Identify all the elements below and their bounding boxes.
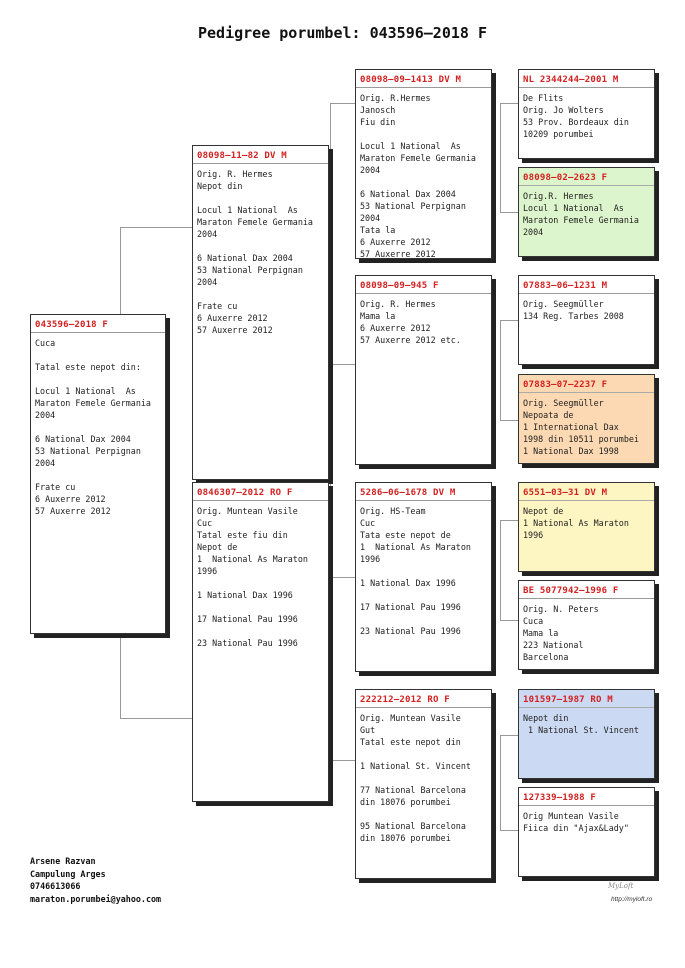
gen4-text: Orig. Seegmüller Nepoata de 1 International Dax 1998 din 10511 porumbei 1 National Dax 1998 bbox=[523, 398, 639, 456]
gen4-card[interactable] bbox=[518, 787, 655, 877]
gen4-id: 07883–06–1231 M bbox=[519, 276, 654, 294]
gen4-id: 127339–1988 F bbox=[519, 788, 654, 806]
gen4-text: Nepot din 1 National St. Vincent bbox=[523, 713, 639, 735]
gen3-text: Orig. HS-Team Cuc Tata este nepot de 1 National As Maraton 1996 1 National Dax 1996 17 National Pau 1996 23 National Pau 1996 bbox=[360, 506, 471, 636]
gen4-card[interactable] bbox=[518, 167, 655, 257]
gen4-id: 08098–02–2623 F bbox=[519, 168, 654, 186]
contact-city: Campulung Arges bbox=[30, 868, 106, 879]
gen3-card[interactable] bbox=[355, 275, 492, 465]
gen3-id: 222212–2012 RO F bbox=[356, 690, 491, 708]
gen4-text: Orig Muntean Vasile Fiica din "Ajax&Lady" bbox=[523, 811, 629, 833]
sire-card[interactable] bbox=[192, 145, 329, 480]
gen4-text: Orig. Seegmüller 134 Reg. Tarbes 2008 bbox=[523, 299, 624, 321]
gen3-id: 08098–09–1413 DV M bbox=[356, 70, 491, 88]
gen3-text: Orig. R. Hermes Mama la 6 Auxerre 2012 57 Auxerre 2012 etc. bbox=[360, 299, 461, 345]
gen3-text: Orig. Muntean Vasile Gut Tatal este nepot din 1 National St. Vincent 77 National Barcelona din 18076 porumbei 95 National Barcelona din 18076 porumbei bbox=[360, 713, 471, 843]
gen4-text: De Flits Orig. Jo Wolters 53 Prov. Bordeaux din 10209 porumbei bbox=[523, 93, 629, 139]
gen4-text: Orig. N. Peters Cuca Mama la 223 National Barcelona bbox=[523, 604, 599, 662]
gen3-card[interactable] bbox=[355, 689, 492, 879]
contact-email[interactable]: maraton.porumbei@yahoo.com bbox=[30, 893, 162, 904]
gen4-card[interactable] bbox=[518, 275, 655, 365]
dam-text: Orig. Muntean Vasile Cuc Tatal este fiu din Nepot de 1 National As Maraton 1996 1 National Dax 1996 17 National Pau 1996 23 National Pau 1996 bbox=[197, 506, 308, 648]
sire-id: 08098–11–82 DV M bbox=[193, 146, 328, 164]
myloft-logo: MyLoft bbox=[608, 882, 634, 890]
gen4-card[interactable] bbox=[518, 69, 655, 159]
gen3-id: 5286–06–1678 DV M bbox=[356, 483, 491, 501]
subject-text: Cuca Tatal este nepot din: Locul 1 National As Maraton Femele Germania 2004 6 National Dax 2004 53 National Perpignan 2004 Frate cu 6 Auxerre 2012 57 Auxerre 2012 bbox=[35, 338, 151, 516]
gen4-id: 07883–07–2237 F bbox=[519, 375, 654, 393]
gen3-id: 08098–09–945 F bbox=[356, 276, 491, 294]
dam-card[interactable] bbox=[192, 482, 329, 802]
gen3-card[interactable] bbox=[355, 69, 492, 259]
gen4-card[interactable] bbox=[518, 374, 655, 464]
contact-phone: 0746613066 bbox=[30, 881, 81, 891]
page-title: Pedigree porumbel: 043596–2018 F bbox=[198, 24, 487, 42]
gen4-id: 101597–1987 RO M bbox=[519, 690, 654, 708]
dam-id: 0846307–2012 RO F bbox=[193, 483, 328, 501]
gen3-text: Orig. R.Hermes Janosch Fiu din Locul 1 National As Maraton Femele Germania 2004 6 National Dax 2004 53 National Perpignan 2004 Tata la 6 Auxerre 2012 57 Auxerre 2012 bbox=[360, 93, 476, 259]
gen4-text: Nepot de 1 National As Maraton 1996 bbox=[523, 506, 629, 540]
gen4-card[interactable] bbox=[518, 482, 655, 572]
gen4-text: Orig.R. Hermes Locul 1 National As Maraton Femele Germania 2004 bbox=[523, 191, 639, 237]
contact-block bbox=[30, 855, 161, 905]
contact-name: Arsene Razvan bbox=[30, 856, 96, 866]
subject-id: 043596–2018 F bbox=[31, 315, 165, 333]
gen4-id: 6551–03–31 DV M bbox=[519, 483, 654, 501]
gen4-card[interactable] bbox=[518, 580, 655, 670]
subject-card[interactable] bbox=[30, 314, 166, 634]
site-link[interactable]: http://myloft.ro bbox=[611, 896, 653, 903]
sire-text: Orig. R. Hermes Nepot din Locul 1 National As Maraton Femele Germania 2004 6 National Dax 2004 53 National Perpignan 2004 Frate cu 6 Auxerre 2012 57 Auxerre 2012 bbox=[197, 169, 313, 335]
gen3-card[interactable] bbox=[355, 482, 492, 672]
gen4-card[interactable] bbox=[518, 689, 655, 779]
gen4-id: NL 2344244–2001 M bbox=[519, 70, 654, 88]
gen4-id: BE 5077942–1996 F bbox=[519, 581, 654, 599]
